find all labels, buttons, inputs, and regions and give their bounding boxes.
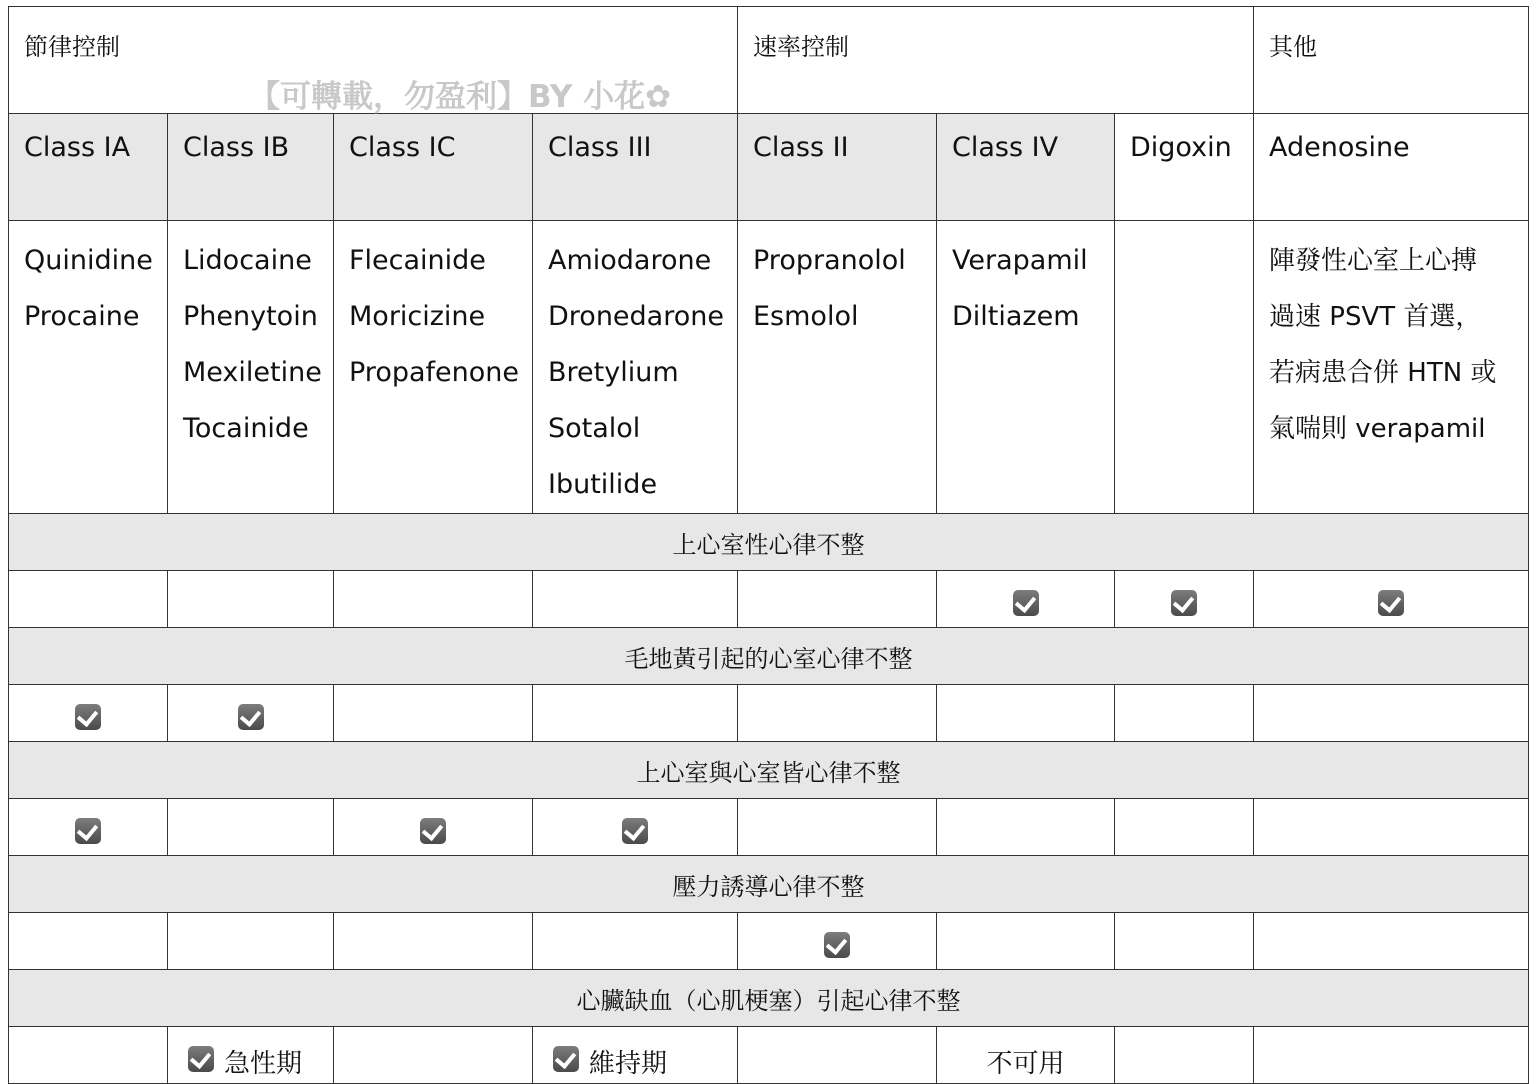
check-cell (9, 1027, 168, 1084)
check-cell (533, 1027, 738, 1084)
indication-title: 上心室性心律不整 (9, 514, 1529, 571)
indication-band-row (9, 742, 1529, 799)
check-cell (168, 913, 334, 970)
antiarrhythmic-table (8, 6, 1529, 1084)
usage-note: 不可用 (986, 1048, 1065, 1079)
drug-item: Propranolol (753, 245, 906, 276)
check-cell (937, 571, 1115, 628)
check-cell (937, 685, 1115, 742)
check-cell (738, 571, 937, 628)
class-ia-drugs (9, 221, 168, 514)
digoxin-header: Digoxin (1115, 114, 1254, 221)
indication-title: 壓力誘導心律不整 (9, 856, 1529, 913)
check-cell (937, 913, 1115, 970)
indication-title: 心臟缺血（心肌梗塞）引起心律不整 (9, 970, 1529, 1027)
check-cell (9, 685, 168, 742)
indication-band-row (9, 970, 1529, 1027)
drug-item: Verapamil (952, 245, 1088, 276)
group-rhythm-label: 節律控制 (24, 33, 120, 61)
check-cell (168, 685, 334, 742)
check-cell (9, 913, 168, 970)
checkbox-checked-icon (1171, 590, 1197, 616)
check-cell (937, 1027, 1115, 1084)
adenosine-note (1254, 221, 1529, 514)
check-cell (168, 1027, 334, 1084)
drug-item: Diltiazem (952, 301, 1080, 332)
note-line: 陣發性心室上心搏 (1269, 246, 1478, 276)
indication-band-row (9, 628, 1529, 685)
phase-label: 維持期 (589, 1048, 668, 1079)
indication-title: 毛地黃引起的心室心律不整 (9, 628, 1529, 685)
check-cell (1115, 799, 1254, 856)
indication-band-row (9, 514, 1529, 571)
check-cell (334, 913, 533, 970)
class-ii-drugs (738, 221, 937, 514)
checkbox-checked-icon (420, 818, 446, 844)
digoxin-drugs (1115, 221, 1254, 514)
class-iii-drugs (533, 221, 738, 514)
class-ic-header: Class IC (334, 114, 533, 221)
checkbox-checked-icon (75, 818, 101, 844)
checkbox-checked-icon (622, 818, 648, 844)
drug-item: Mexiletine (183, 357, 322, 388)
indication-title: 上心室與心室皆心律不整 (9, 742, 1529, 799)
group-other (1254, 7, 1529, 114)
check-cell (1115, 685, 1254, 742)
drug-item: Dronedarone (548, 301, 724, 332)
note-line: 若病患合併 HTN 或 (1269, 358, 1497, 388)
drug-item: Propafenone (349, 357, 519, 388)
drug-item: Flecainide (349, 245, 486, 276)
check-cell (1254, 913, 1529, 970)
check-cell (738, 913, 937, 970)
check-cell (9, 571, 168, 628)
indication-check-row (9, 685, 1529, 742)
check-cell (1115, 571, 1254, 628)
drug-item: Phenytoin (183, 301, 318, 332)
drug-item: Procaine (24, 301, 140, 332)
checkbox-checked-icon (824, 932, 850, 958)
group-rate-control (738, 7, 1254, 114)
check-cell (334, 1027, 533, 1084)
group-rate-label: 速率控制 (753, 33, 849, 61)
drug-item: Quinidine (24, 245, 153, 276)
class-ia-header: Class IA (9, 114, 168, 221)
group-rhythm-control (9, 7, 738, 114)
class-iv-drugs (937, 221, 1115, 514)
indication-check-row (9, 799, 1529, 856)
indication-check-row (9, 571, 1529, 628)
note-line: 氣喘則 verapamil (1269, 414, 1486, 444)
check-cell (1254, 685, 1529, 742)
indication-check-row (9, 1027, 1529, 1084)
adenosine-header: Adenosine (1254, 114, 1529, 221)
check-cell (1254, 799, 1529, 856)
check-cell (334, 685, 533, 742)
drug-item: Sotalol (548, 413, 641, 444)
check-cell (738, 799, 937, 856)
class-ic-drugs (334, 221, 533, 514)
indication-band-row (9, 856, 1529, 913)
check-cell (738, 685, 937, 742)
check-cell (533, 685, 738, 742)
class-iii-header: Class III (533, 114, 738, 221)
check-cell (1115, 913, 1254, 970)
check-cell (1254, 571, 1529, 628)
drug-item: Bretylium (548, 357, 679, 388)
group-other-label: 其他 (1269, 33, 1317, 61)
indication-check-row (9, 913, 1529, 970)
checkbox-checked-icon (553, 1046, 579, 1072)
check-cell (738, 1027, 937, 1084)
class-ib-drugs (168, 221, 334, 514)
drug-item: Lidocaine (183, 245, 312, 276)
drug-item: Amiodarone (548, 245, 712, 276)
checkbox-checked-icon (188, 1046, 214, 1072)
check-cell (533, 799, 738, 856)
group-header-row (9, 7, 1529, 114)
checkbox-checked-icon (1378, 590, 1404, 616)
class-ii-header: Class II (738, 114, 937, 221)
note-line: 過速 PSVT 首選， (1269, 302, 1482, 332)
check-cell (533, 913, 738, 970)
checkbox-checked-icon (238, 704, 264, 730)
phase-label: 急性期 (224, 1048, 303, 1079)
checkbox-checked-icon (1013, 590, 1039, 616)
check-cell (9, 799, 168, 856)
check-cell (168, 571, 334, 628)
check-cell (1115, 1027, 1254, 1084)
checkbox-checked-icon (75, 704, 101, 730)
check-cell (334, 571, 533, 628)
check-cell (937, 799, 1115, 856)
check-cell (1254, 1027, 1529, 1084)
check-cell (168, 799, 334, 856)
drug-item: Ibutilide (548, 469, 658, 500)
drug-list-row (9, 221, 1529, 514)
check-cell (533, 571, 738, 628)
class-ib-header: Class IB (168, 114, 334, 221)
class-header-row (9, 114, 1529, 221)
drug-item: Esmolol (753, 301, 859, 332)
watermark: 【可轉載，勿盈利】BY 小花✿ (249, 79, 672, 115)
check-cell (334, 799, 533, 856)
drug-item: Tocainide (183, 413, 309, 444)
drug-item: Moricizine (349, 301, 486, 332)
class-iv-header: Class IV (937, 114, 1115, 221)
